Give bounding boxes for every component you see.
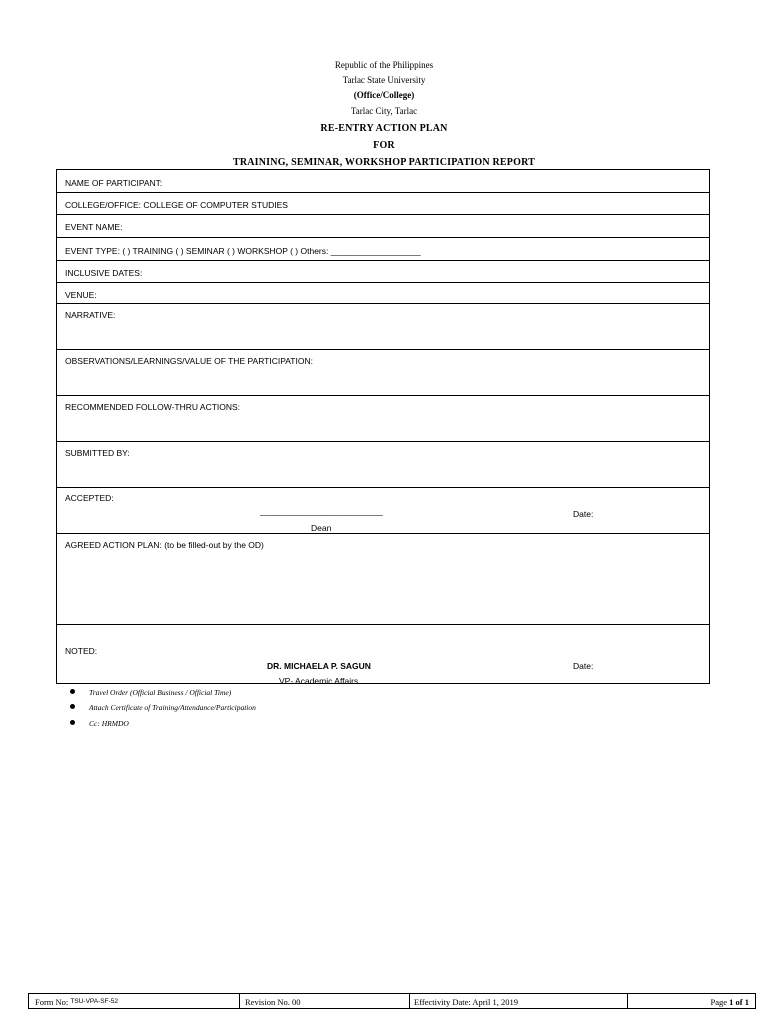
noted-label: NOTED: <box>65 646 98 656</box>
dean-label: Dean <box>311 523 332 533</box>
attachment-text: Travel Order (Official Business / Official Time) <box>89 688 232 697</box>
narrative-label: NARRATIVE: <box>65 310 116 320</box>
attachment-item <box>70 688 231 697</box>
title-main: RE-ENTRY ACTION PLAN <box>320 123 448 134</box>
form-footer <box>28 993 756 1009</box>
row-participant[interactable] <box>57 170 709 193</box>
bullet-icon <box>70 704 75 709</box>
effectivity-text: Effectivity Date: April 1, 2019 <box>414 997 518 1007</box>
bullet-icon <box>70 689 75 694</box>
row-event-name[interactable] <box>57 215 709 238</box>
footer-form-no <box>29 994 240 1008</box>
attachment-item <box>70 719 129 728</box>
page-number: 1 of 1 <box>729 997 749 1007</box>
row-event-type[interactable] <box>57 238 709 261</box>
followthru-label: RECOMMENDED FOLLOW-THRU ACTIONS: <box>65 402 241 412</box>
noted-date-label: Date: <box>573 661 594 671</box>
row-followthru[interactable] <box>57 396 709 442</box>
title-report: TRAINING, SEMINAR, WORKSHOP PARTICIPATION REPORT <box>232 157 536 168</box>
row-venue[interactable] <box>57 283 709 304</box>
footer-effectivity <box>410 994 628 1008</box>
accepted-label: ACCEPTED: <box>65 493 114 503</box>
row-college[interactable] <box>57 193 709 215</box>
row-noted[interactable] <box>57 625 709 686</box>
footer-page <box>628 994 755 1008</box>
header-country: Republic of the Philippines <box>334 60 434 70</box>
report-form <box>56 169 710 684</box>
row-observations[interactable] <box>57 350 709 396</box>
header-city: Tarlac City, Tarlac <box>350 106 418 116</box>
vp-label: VP- Academic Affairs <box>279 676 359 686</box>
revision-text: Revision No. 00 <box>245 997 301 1007</box>
inclusive-dates-label: INCLUSIVE DATES: <box>65 268 143 278</box>
accepted-date-label: Date: <box>573 509 594 519</box>
submitted-label: SUBMITTED BY: <box>65 448 130 458</box>
agreed-plan-label: AGREED ACTION PLAN: (to be filled-out by the OD) <box>65 540 264 550</box>
attachment-item <box>70 703 256 712</box>
row-narrative[interactable] <box>57 304 709 350</box>
row-submitted[interactable] <box>57 442 709 488</box>
page-label: Page <box>710 997 730 1007</box>
event-name-label: EVENT NAME: <box>65 222 123 232</box>
title-for: FOR <box>373 140 395 151</box>
row-accepted[interactable] <box>57 488 709 534</box>
participant-label: NAME OF PARTICIPANT: <box>65 178 163 188</box>
attachment-text: Cc: HRMDO <box>89 719 129 728</box>
college-label: COLLEGE/OFFICE: COLLEGE OF COMPUTER STUDIES <box>65 200 288 210</box>
bullet-icon <box>70 720 75 725</box>
observations-label: OBSERVATIONS/LEARNINGS/VALUE OF THE PARTICIPATION: <box>65 356 313 366</box>
footer-revision <box>240 994 410 1008</box>
header-university: Tarlac State University <box>342 75 426 85</box>
accepted-signature-line: __________________________ <box>260 506 383 516</box>
row-dates[interactable] <box>57 261 709 283</box>
header-office: (Office/College) <box>353 90 415 100</box>
attachment-text: Attach Certificate of Training/Attendance/Participation <box>89 703 256 712</box>
venue-label: VENUE: <box>65 290 97 300</box>
form-no-label: Form No: <box>35 997 69 1007</box>
noted-name: DR. MICHAELA P. SAGUN <box>267 661 371 671</box>
row-agreed-plan[interactable] <box>57 534 709 625</box>
event-type-label: EVENT TYPE: ( ) TRAINING ( ) SEMINAR ( ) WORKSHOP ( ) Others: ___________________ <box>65 246 421 256</box>
form-no-value: TSU-VPA-SF-52 <box>70 998 118 1005</box>
